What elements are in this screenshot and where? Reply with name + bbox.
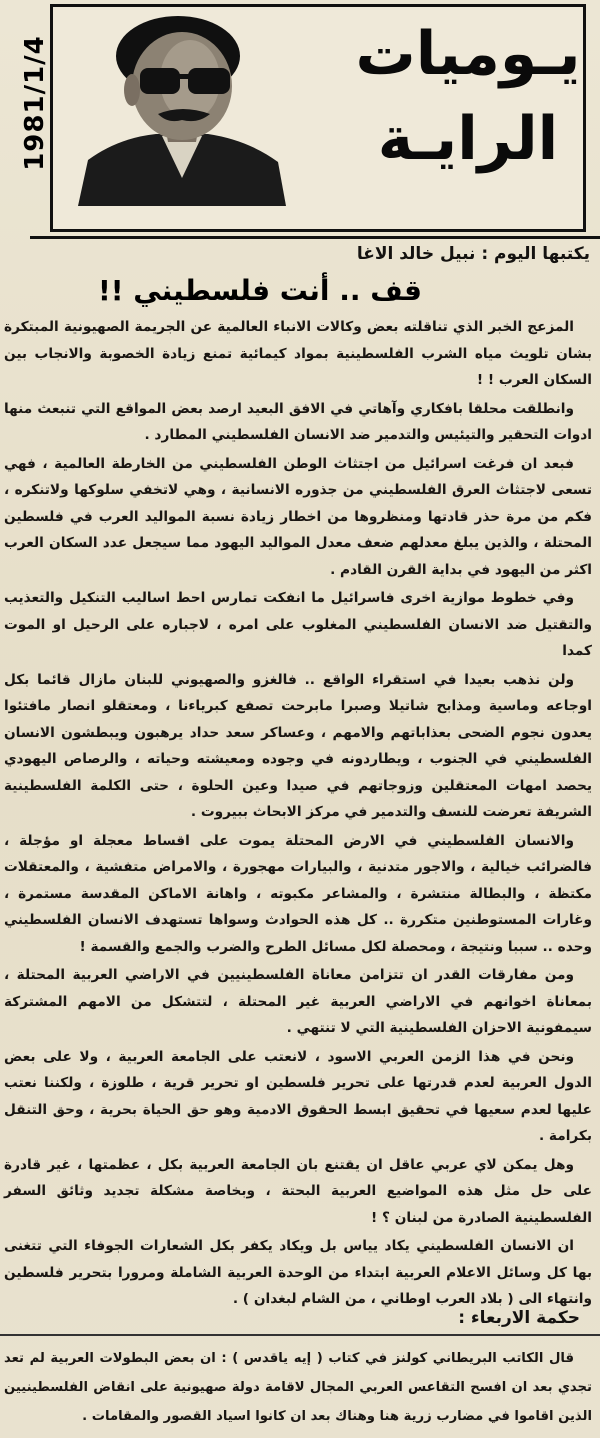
- date-stamp: 1981/1/4: [20, 35, 50, 171]
- masthead-line-2: الرايـة: [377, 104, 559, 174]
- article-paragraph: فبعد ان فرغت اسرائيل من اجتثاث الوطن الفلسطيني من الخارطة العالمية ، فهي تسعى لاجتثاث العرق الفلسطيني من جذوره الانسانية ، وهي لاتخفي سلوكها ولاتنكره ، فكم من مرة حذر قادتها ومنظروها من اخطار زيادة نسبة المواليد العرب في فلسطين المحتلة ، والذين يبلغ معدلهم ضعف معدل المواليد اليهود مما سيجعل عدد السكان العرب اكثر من اليهود في بداية القرن القادم .: [4, 455, 592, 578]
- article-paragraph: وهل يمكن لاي عربي عاقل ان يقتنع بان الجامعة العربية بكل ، عظمتها ، غير قادرة على حل مثل هذه المواضيع العربية البحتة ، وبخاصة مشكلة تجديد وثائق السفر الفلسطينية الصادرة من لبنان ؟ !: [4, 1156, 592, 1226]
- article-paragraph: ان الانسان الفلسطيني يكاد يياس بل ويكاد يكفر بكل الشعارات الجوفاء التي تتغنى بها كل وسائل الاعلام العربية ابتداء من الوحدة العربية الشاملة ومرورا بتحرير فلسطين وانتهاء الى ( بلاد العرب اوطاني ، من الشام لبغدان ) .: [4, 1238, 592, 1307]
- article-paragraph: ونحن في هذا الزمن العربي الاسود ، لانعتب على الجامعة العربية ، ولا على بعض الدول العربية لعدم قدرتها على تحرير فلسطين او تحرير قرية ، طلوزة ، ولكننا نعتب عليها لعدم سعيها في تحقيق ابسط الحقوق الادمية وهو حق الحياة بحرية ، وحق التنقل بكرامة .: [4, 1048, 592, 1144]
- masthead-line-1: يـوميات: [355, 19, 581, 89]
- article-paragraph: وانطلقت محلقا بافكاري وآهاتي في الافق البعيد ارصد بعض المواقع التي تنبعث منها ادوات التحقير والتيئيس والتدمير ضد الانسان الفلسطيني المطارد .: [4, 400, 592, 443]
- article-paragraph: وفي خطوط موازية اخرى فاسرائيل ما انفكت تمارس احط اساليب التنكيل والتعذيب والتقتيل ضد الانسان الفلسطيني المغلوب على امره ، لاجباره على الرحيل او الموت كمدا: [4, 590, 592, 659]
- article-paragraph: المزعج الخبر الذي تناقلته بعض وكالات الانباء العالمية عن الجريمة الصهيونية المبتكرة بشان تلويث مياه الشرب الفلسطينية بمواد كيمائية تمنع زيادة الخصوبة والانجاب بين السكان العرب ! !: [4, 319, 592, 388]
- quote-paragraph: قال الكاتب البريطاني كولنز في كتاب ( إيه ياقدس ) : ان بعض البطولات العربية لم تعد تجدي بعد ان افسح التقاعس العربي المجال لاقامة دولة صهيونية على انقاض الفلسطينيين الذين اقاموا في مضارب زرية هنا وهناك بعد ان كانوا اسياد القصور والمقامات .: [4, 1351, 592, 1424]
- article-body: [4, 314, 592, 1315]
- article-paragraph: والانسان الفلسطيني في الارض المحتلة يموت على اقساط معجلة او مؤجلة ، فالضرائب خيالية ، والاجور متدنية ، والبيارات مهجورة ، والامراض متفشية ، والمعتقلات مكتظة ، والبطالة منتشرة ، والمشاعر مكبوته ، واهانة الاماكن المقدسة مستمرة ، وغارات المستوطنين متكررة .. كل هذه الحوادث وسواها تستهدف الانسان الفلسطيني وحده .. سببا ونتيجة ، ومحصلة لكل مسائل الطرح والضرب والجمع والقسمة !: [4, 832, 592, 955]
- article-paragraph: ولن نذهب بعيدا في استقراء الواقع .. فالغزو والصهيوني للبنان مازال قائما بكل اوجاعه وماسية ومذابح شاتيلا وصبرا مابرحت تصفع كبرياءنا ، ومعتقلو انصار مافتئوا يعدون نجوم الضحى بعذاباتهم والامهم ، وعساكر سعد حداد يرهبون ويبطشون الانسان الفلسطيني في الجنوب ، ويطاردونه في وجوده ومعيشته وحياته ، والرصاص اليهودي يحصد امهات المعتقلين وزوجاتهم في صيدا وعين الحلوة ، حتى الكلمة الفلسطينية الشريفة تعرضت للنسف والتدمير في مركز الابحاث ببيروت .: [4, 671, 592, 820]
- header-divider: [30, 236, 600, 239]
- section-divider: [0, 1334, 600, 1336]
- quote-body: [4, 1344, 592, 1431]
- author-portrait-image: [78, 10, 286, 206]
- article-headline: قف .. أنت فلسطيني !!: [98, 274, 422, 307]
- article-paragraph: ومن مفارقات القدر ان تتزامن معاناة الفلسطينيين في الاراضي العربية المحتلة ، بمعاناة اخوانهم في الاراضي العربية غير المحتلة ، لتتشكل من الامهم المشتركة سيمفونية الاحزان الفلسطينية التي لا تنتهي .: [4, 967, 592, 1036]
- column-masthead: [348, 14, 588, 184]
- author-portrait: [78, 10, 286, 206]
- section-heading: حكمة الاربعاء :: [458, 1308, 580, 1328]
- byline: يكتبها اليوم : نبيل خالد الاغا: [356, 244, 590, 264]
